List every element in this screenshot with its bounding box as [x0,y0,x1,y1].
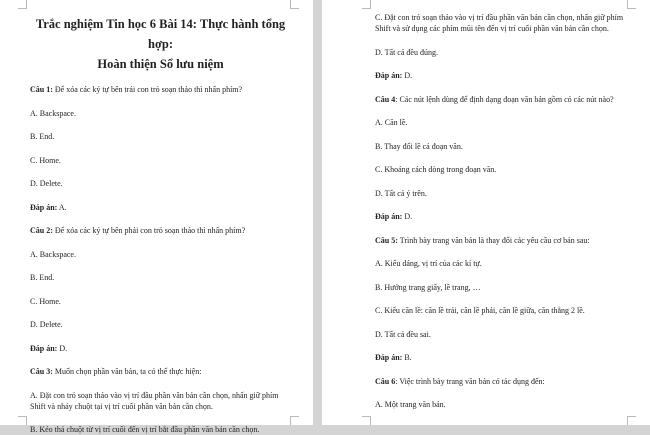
document-page-left [0,0,313,434]
crop-mark [627,416,636,425]
question-4 [375,94,630,105]
answer-value: D. [57,343,68,353]
option-a: A. Đặt con trỏ soạn thảo vào vị trí đầu phần văn bản cần chọn, nhấn giữ phím Shift và nháy chuột tại vị trí cuối phần văn bản cần chọn. [30,390,279,411]
question-label: Câu 3: [30,367,53,376]
option-c: C. Home. [30,155,61,165]
option-c: C. Khoảng cách dòng trong đoạn văn. [375,165,497,174]
option-b: B. End. [30,132,55,141]
answer-label: Đáp án: [375,71,403,80]
option-d: D. Tất cả đều sai. [375,329,431,339]
title-line-2: Hoàn thiện Sổ lưu niệm [97,57,224,71]
question-label: Câu 6 [375,376,396,386]
answer-3 [375,70,630,81]
crop-mark [362,416,371,425]
answer-value: D. [402,212,413,221]
question-2 [30,225,291,236]
question-3 [30,366,291,377]
option-a: A. Căn lề. [375,118,408,127]
document-title [30,14,291,74]
crop-mark [18,416,27,425]
question-text: : Các nút lệnh dùng để định dạng đoạn văn bản gồm có các nút nào? [395,94,614,104]
option-a: A. Một trang văn bản. [375,400,446,409]
question-label: Câu 5: [375,235,398,245]
title-line-1: Trắc nghiệm Tin học 6 Bài 14: Thực hành tổng hợp: [35,17,286,51]
question-6 [375,376,630,387]
question-5 [375,235,630,246]
question-text: Trình bày trang văn bản là thay đổi các yêu cầu cơ bản sau: [397,235,590,245]
option-b: B. End. [30,273,55,282]
crop-mark [362,0,371,9]
answer-value: B. [402,353,412,362]
option-a: A. Backspace. [30,249,76,259]
question-label: Câu 1: [30,85,53,94]
answer-value: A. [57,202,67,212]
answer-label: Đáp án: [30,202,58,212]
question-text: Muốn chọn phần văn bản, ta có thể thực hiện: [52,367,202,376]
option-d: D. Tất cả ý trên. [375,188,427,198]
answer-4 [375,211,630,222]
option-c: C. Home. [30,296,61,306]
answer-2 [30,343,291,354]
option-a: A. Kiểu dáng, vị trí của các kí tự. [375,259,482,268]
crop-mark [290,0,299,9]
option-c: C. Kiểu căn lề: căn lề trái, căn lề phải, căn lề giữa, căn thẳng 2 lề. [375,306,585,315]
option-d: D. Tất cả đều đúng. [375,47,438,57]
question-text: Để xóa các ký tự bên phải con trỏ soạn thảo thì nhấn phím? [52,226,246,235]
question-label: Câu 2: [30,226,53,235]
question-text: : Việc trình bày trang văn bản có tác dụng đến: [395,376,545,386]
question-1 [30,84,291,95]
answer-5 [375,352,630,363]
crop-mark [18,0,27,9]
option-b: B. Hướng trang giấy, lề trang, … [375,282,481,292]
question-label: Câu 4 [375,94,396,104]
crop-mark [290,416,299,425]
answer-label: Đáp án: [375,353,403,362]
answer-label: Đáp án: [375,212,403,221]
answer-value: D. [402,71,413,80]
answer-label: Đáp án: [30,343,58,353]
option-c: C. Đặt con trỏ soạn thảo vào vị trí đầu phần văn bản cần chọn, nhấn giữ phím Shift và sử dụng các phím mũi tên đến vị trí cuối phần văn bản cần chọn. [375,13,624,33]
document-page-right [322,0,650,425]
option-b: B. Thay đổi lề cả đoạn văn. [375,141,463,151]
option-b: B. Kéo thả chuột từ vị trí cuối đến vị trí bắt đầu phần văn bản cần chọn. [30,425,260,434]
question-text: Để xóa các ký tự bên trái con trỏ soạn thảo thì nhấn phím? [52,85,243,94]
option-d: D. Delete. [30,320,63,329]
option-a: A. Backspace. [30,108,76,118]
crop-mark [627,0,636,9]
answer-1 [30,202,291,213]
option-d: D. Delete. [30,179,63,188]
